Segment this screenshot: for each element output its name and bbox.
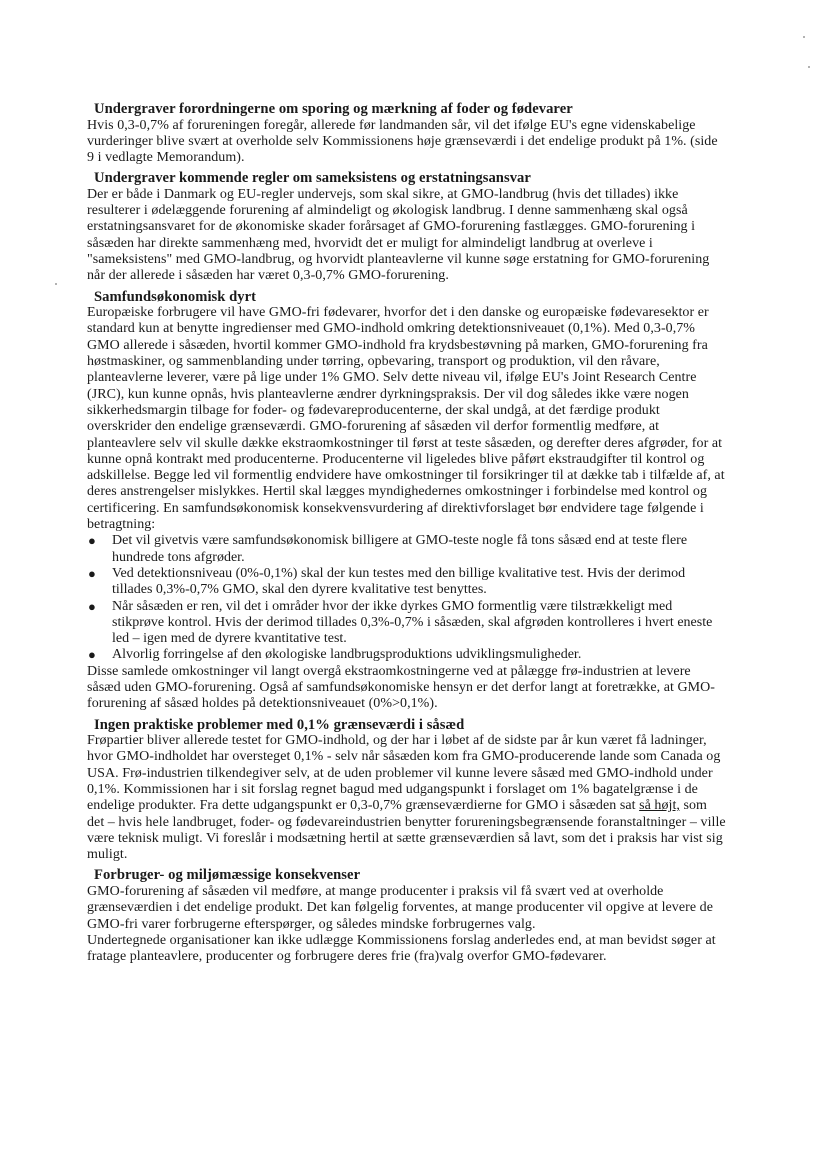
bullet-item <box>87 599 727 648</box>
bullet-icon: ● <box>88 647 96 663</box>
underlined-text: så højt, <box>639 798 680 814</box>
bullet-item <box>87 647 727 663</box>
scan-speck <box>803 36 805 38</box>
section-paragraph: Undertegnede organisationer kan ikke udlægge Kommissionens forslag anderledes end, at man bevidst søger at fratage planteavlere, producenter og forbrugere deres frie (fra)valg overfor GMO-fødevarer. <box>87 932 716 965</box>
section-heading: Undergraver kommende regler om sameksistens og erstatningsansvar <box>94 170 531 187</box>
bullet-text: Når såsæden er ren, vil det i områder hvor der ikke dyrkes GMO formentlig være tilstrækkeligt med stikprøve kontrol. Hvis der derimod tillades 0,3%-0,7% i såsæden, skal afgrøden kontrolleres i hvert eneste led – igen med de dyrere kvantitative test. <box>112 598 713 647</box>
section-heading: Ingen praktiske problemer med 0,1% grænseværdi i såsæd <box>94 716 465 733</box>
section-heading: Samfundsøkonomisk dyrt <box>94 288 257 305</box>
section-consumer <box>87 867 727 965</box>
scan-speck <box>808 66 810 68</box>
bullet-list <box>87 533 727 663</box>
scan-speck <box>55 283 57 285</box>
paragraph-text: som det – hvis hele landbruget, foder- og fødevareindustrien benytter forureningsbegrænsende foranstaltninger – ville være teknisk muligt. Vi foreslår i modsætning hertil at sætte grænseværdien så lavt, som det i praksis har vist sig muligt. <box>87 798 726 863</box>
bullet-icon: ● <box>88 533 96 549</box>
section-paragraph: GMO-forurening af såsæden vil medføre, at mange producenter i praksis vil få svært ved at overholde grænseværdien i det endelige produkt. Det kan følgelig forventes, at mange producenter vil opgive at levere de GMO-fri varer forbrugerne efterspørger, og således mindske forbrugernes valg. <box>87 883 713 932</box>
bullet-icon: ● <box>88 565 96 581</box>
section-heading: Undergraver forordningerne om sporing og mærkning af foder og fødevarer <box>94 101 573 117</box>
section-economy <box>87 289 727 713</box>
bullet-text: Det vil givetvis være samfundsøkonomisk billigere at GMO-teste nogle få tons såsæd end at teste flere hundrede tons afgrøder. <box>112 533 688 565</box>
section-paragraph <box>87 733 727 863</box>
section-traceability <box>87 101 727 166</box>
document-page <box>87 101 727 969</box>
bullet-text: Ved detektionsniveau (0%-0,1%) skal der kun testes med den billige kvalitative test. Hvis der derimod tillades 0,3%-0,7% GMO, skal den dyrere kvalitative test benyttes. <box>112 565 686 598</box>
closing-paragraph: Disse samlede omkostninger vil langt overgå ekstraomkostningerne ved at pålægge frø-industrien at levere såsæd uden GMO-forurening. Også af samfundsøkonomiske hensyn er det derfor langt at foretrække, at GMO-forurening af såsæd holdes på detektionsniveauet (0%>0,1%). <box>87 663 715 712</box>
section-practical <box>87 717 727 864</box>
paragraph-text: Frøpartier bliver allerede testet for GMO-indhold, og der har i løbet af de sidste par år kun været få ladninger, hvor GMO-indholdet har oversteget 0,1% - selv når såsæden kom fra GMO-producerende lande som Canada og USA. Frø-industrien tilkendegiver selv, at de uden problemer vil kunne levere såsæd med GMO-indhold under 0,1%. Kommissionen har i sit forslag regnet bagud med udgangspunkt i forslaget om 1% bagatelgrænse i de endelige produkter. Fra dette udgangspunkt er 0,3-0,7% grænseværdierne for GMO i såsæden sat <box>87 733 721 814</box>
section-heading: Forbruger- og miljømæssige konsekvenser <box>94 867 361 884</box>
bullet-item <box>87 533 727 566</box>
bullet-icon: ● <box>88 598 96 614</box>
bullet-item <box>87 566 727 599</box>
section-paragraph: Europæiske forbrugere vil have GMO-fri fødevarer, hvorfor det i den danske og europæiske fødevaresektor er standard kun at benytte ingredienser med GMO-indhold omkring detektionsniveauet (0,1%). Med 0,3-0,7% GMO allerede i såsæden, hvortil kommer GMO-indhold fra krydsbestøvning på marken, GMO-forurening fra høstmaskiner, og sammenblanding under tørring, opbevaring, transport og produktion, vil den råvare, planteavlerne leverer, være på lige under 1% GMO. Selv dette niveau vil, ifølge EU's Joint Research Centre (JRC), kun kunne opnås, hvis planteavlerne ændrer dyrkningspraksis. Der vil dog således ikke være nogen sikkerhedsmargin tilbage for foder- og fødevareproducenterne, der skal undgå, at det færdige produkt overskrider den endelige grænseværdi. GMO-forurening af såsæden vil derfor formentlig medføre, at planteavlere selv vil skulle dække ekstraomkostninger til først at teste såsæden, og derefter deres afgrøder, for at kunne opnå kontrakt med producenterne. Producenterne vil ligeledes blive påført ekstraudgifter til kontrol og adskillelse. Begge led vil formentlig endvidere have omkostninger til forsikringer til at dække tab i tilfælde af, at deres anstrengelser mislykkes. Hertil skal lægges myndighedernes omkostninger i forbindelse med kontrol og certificering. En samfundsøkonomisk konsekvensvurdering af direktivforslaget bør endvidere tage følgende i betragtning: <box>87 305 725 533</box>
bullet-text: Alvorlig forringelse af den økologiske landbrugsproduktions udviklingsmuligheder. <box>112 647 582 663</box>
section-paragraph: Hvis 0,3-0,7% af forureningen foregår, allerede før landmanden sår, vil det ifølge EU's egne videnskabelige vurderinger blive svært at overholde selv Kommissionens høje grænseværdi i det endelige produkt på 1%. (side 9 i vedlagte Memorandum). <box>87 117 718 166</box>
section-paragraph: Der er både i Danmark og EU-regler undervejs, som skal sikre, at GMO-landbrug (hvis det tillades) ikke resulterer i ødelæggende forurening af almindeligt og økologisk landbrug. I denne sammenhæng skal også erstatningsansvaret for de økonomiske skader forårsaget af GMO-forurening fastlægges. GMO-forurening i såsæden har direkte sammenhæng med, hvorvidt det er muligt for almindeligt landbrug at overleve i "sameksistens" med GMO-landbrug, og hvorvidt planteavlerne vil kunne søge erstatning for GMO-forurening når der allerede i såsæden har været 0,3-0,7% GMO-forurening. <box>87 186 710 284</box>
section-coexistence <box>87 170 727 284</box>
